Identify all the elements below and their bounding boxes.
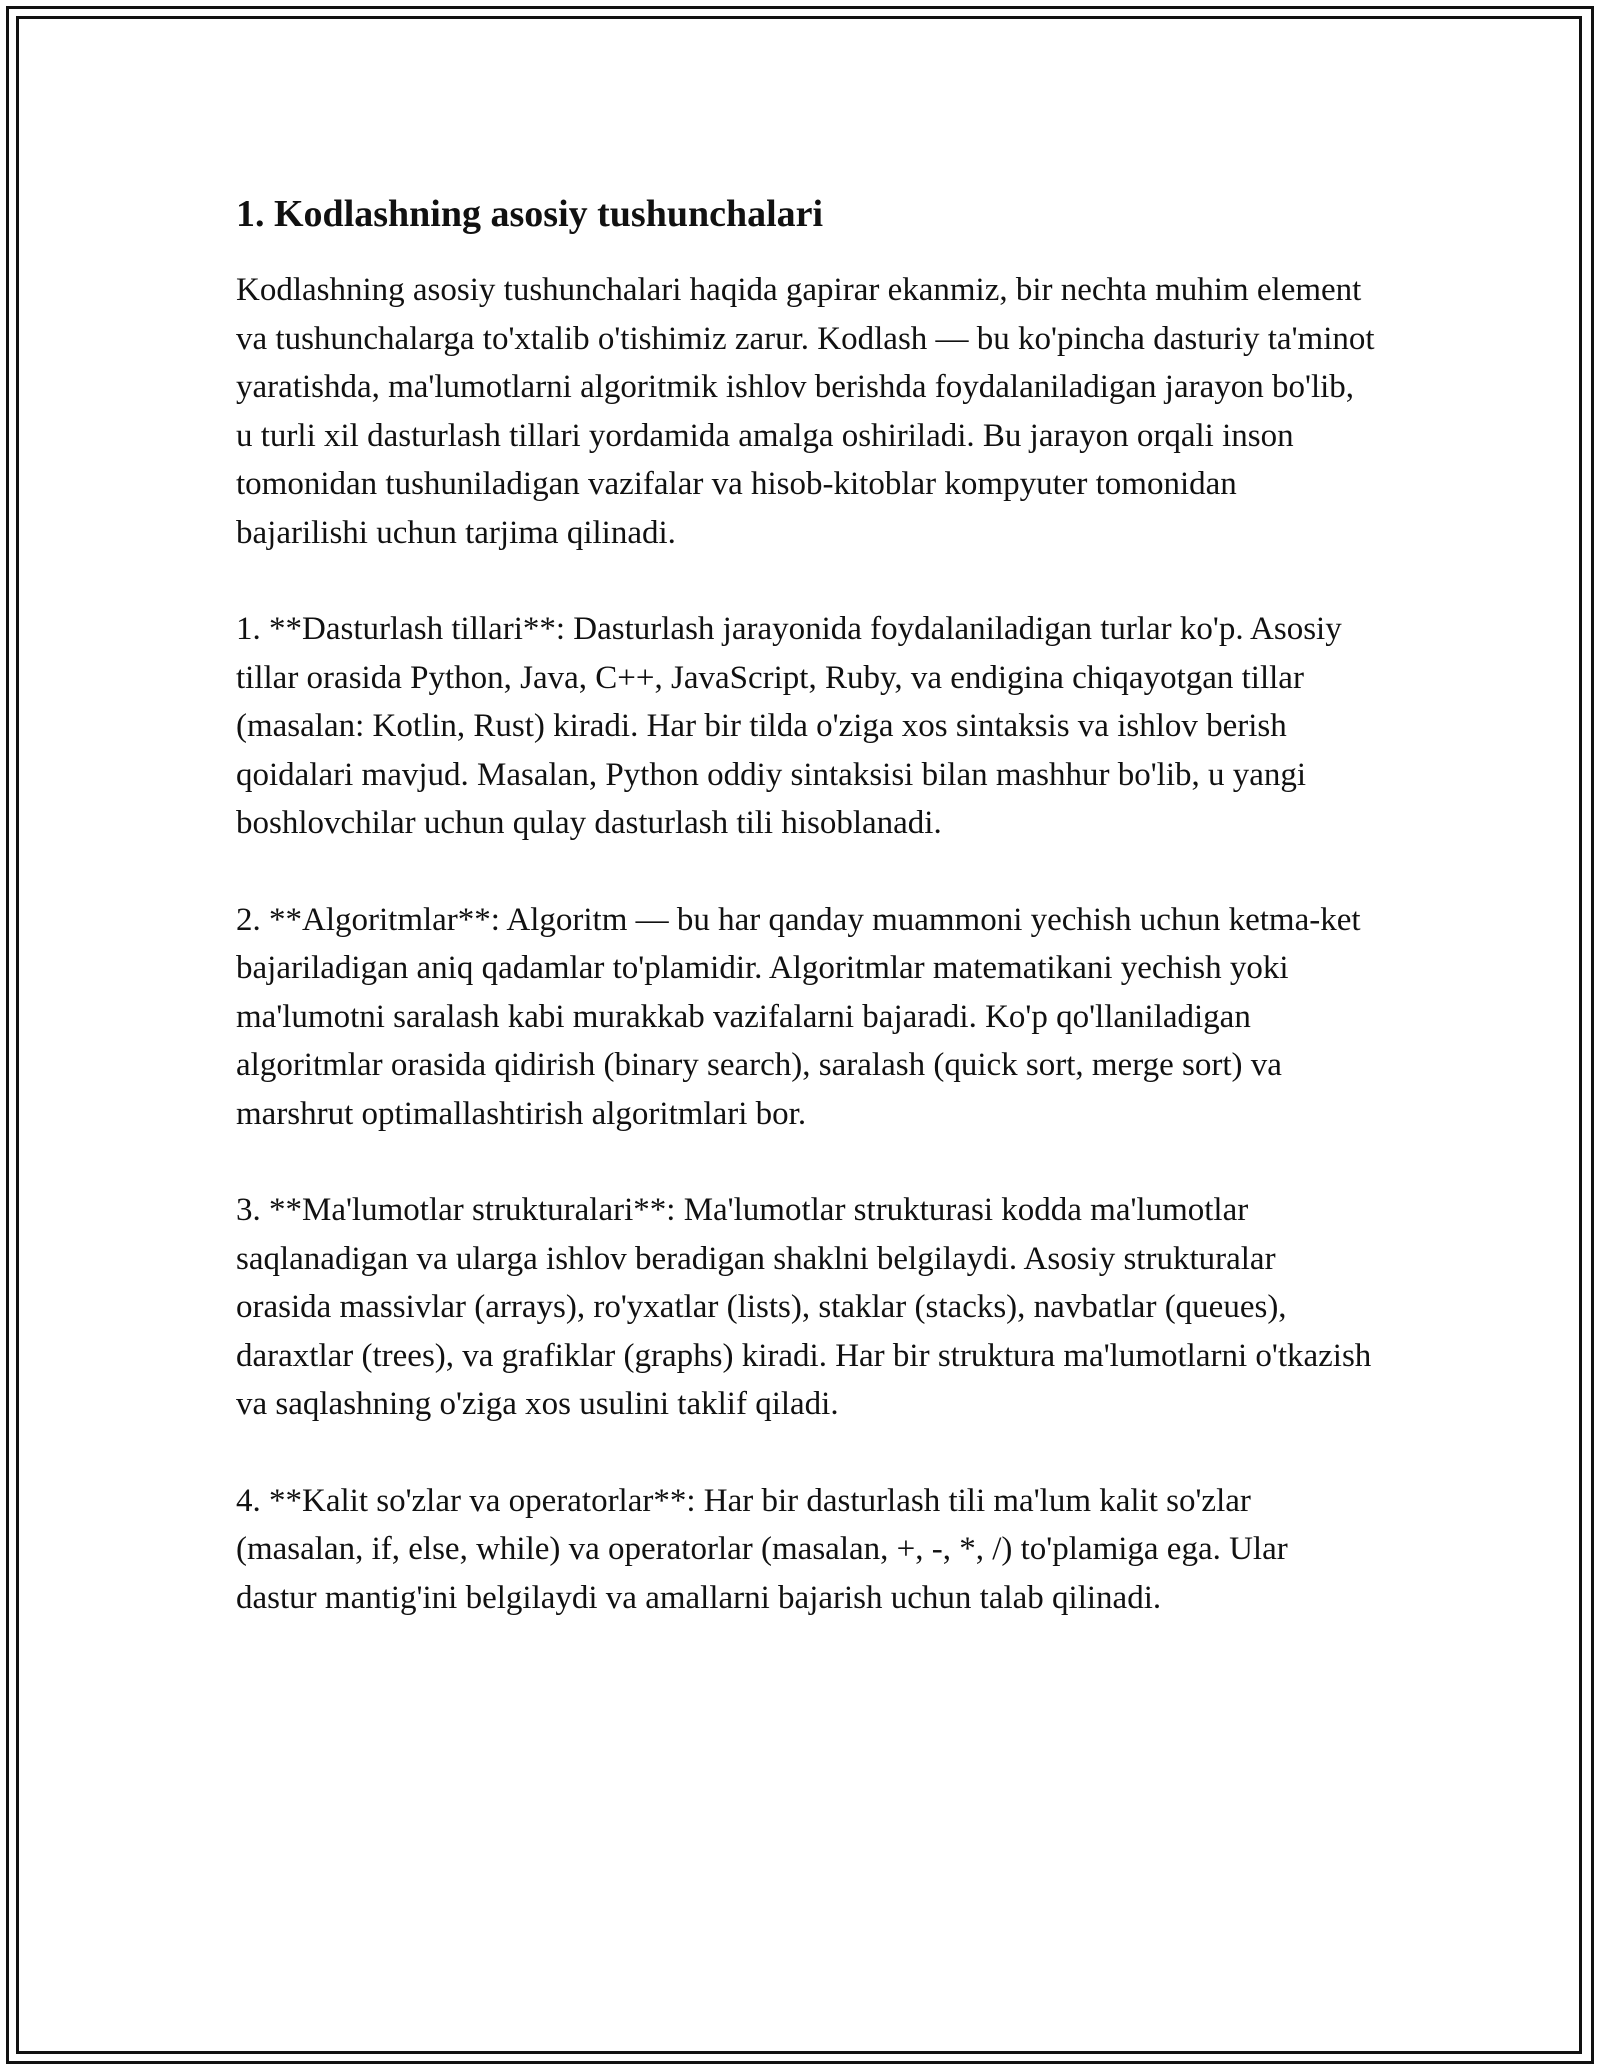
section-heading: 1. Kodlashning asosiy tushunchalari — [236, 193, 824, 235]
list-item-algorithms: 2. **Algoritmlar**: Algoritm — bu har qanday muammoni yechish uchun ketma-ket bajariladigan aniq qadamlar to'plamidir. Algoritmlar matematikani yechish yoki ma'lumotni saralash kabi murakkab vazifalarni bajaradi. Ko'p qo'llaniladigan algoritmlar orasida qidirish (binary search), saralash (quick sort, merge sort) va marshrut optimallashtirish algoritmlari bor. — [236, 901, 1361, 1132]
list-item-programming-languages: 1. **Dasturlash tillari**: Dasturlash jarayonida foydalaniladigan turlar ko'p. Asosiy tillar orasida Python, Java, C++, JavaScript, Ruby, va endigina chiqayotgan tillar (masalan: Kotlin, Rust) kiradi. Har bir tilda o'ziga xos sintaksis va ishlov berish qoidalari mavjud. Masalan, Python oddiy sintaksisi bilan mashhur bo'lib, u yangi boshlovchilar uchun qulay dasturlash tili hisoblanadi. — [236, 611, 1342, 841]
document-body — [236, 188, 1376, 1622]
list-item-data-structures: 3. **Ma'lumotlar strukturalari**: Ma'lumotlar strukturasi kodda ma'lumotlar saqlanadigan va ularga ishlov beradigan shaklni belgilaydi. Asosiy strukturalar orasida massivlar (arrays), ro'yxatlar (lists), staklar (stacks), navbatlar (queues), daraxtlar (trees), va grafiklar (graphs) kiradi. Har bir struktura ma'lumotlarni o'tkazish va saqlashning o'ziga xos usulini taklif qiladi. — [236, 1192, 1372, 1422]
list-item-keywords-operators: 4. **Kalit so'zlar va operatorlar**: Har bir dasturlash tili ma'lum kalit so'zlar (masalan, if, else, while) va operatorlar (masalan, +, -, *, /) to'plamiga ega. Ular dastur mantig'ini belgilaydi va amallarni bajarish uchun talab qilinadi. — [236, 1482, 1288, 1616]
intro-paragraph: Kodlashning asosiy tushunchalari haqida gapirar ekanmiz, bir nechta muhim element va tushunchalarga to'xtalib o'tishimiz zarur. Kodlash — bu ko'pincha dasturiy ta'minot yaratishda, ma'lumotlarni algoritmik ishlov berishda foydalaniladigan jarayon bo'lib, u turli xil dasturlash tillari yordamida amalga oshiriladi. Bu jarayon orqali inson tomonidan tushuniladigan vazifalar va hisob-kitoblar kompyuter tomonidan bajarilishi uchun tarjima qilinadi. — [236, 272, 1375, 551]
